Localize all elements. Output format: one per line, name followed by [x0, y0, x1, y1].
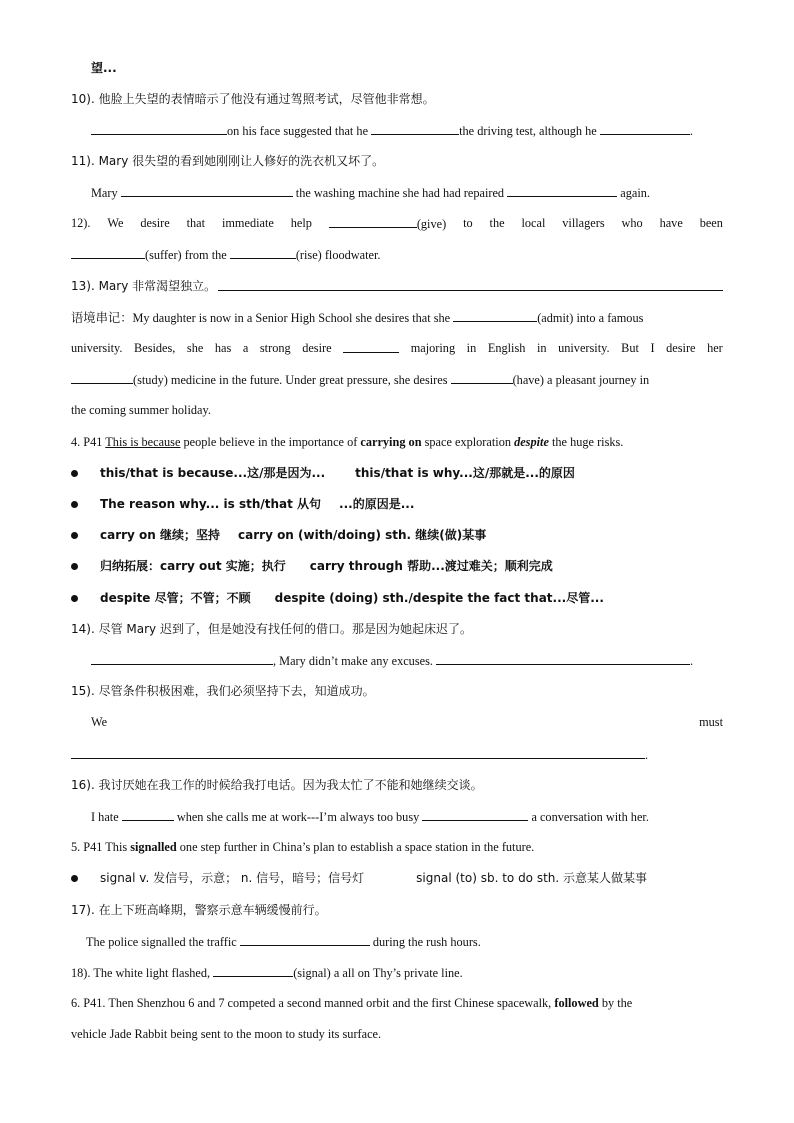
q10-sentence: on his face suggested that he the driving test, although he .: [91, 122, 723, 139]
q13-line: 13). Mary 非常渴望独立。: [71, 278, 723, 294]
answer-blank[interactable]: [71, 371, 133, 384]
answer-blank[interactable]: [371, 122, 459, 135]
section4-sentence: 4. P41 This is because people believe in the importance of carrying on space exploration despite the huge risks.: [71, 435, 624, 449]
q16-sentence: I hate when she calls me at work---I’m always too busy a conversation with her.: [91, 810, 649, 824]
answer-blank[interactable]: [71, 246, 145, 259]
answer-blank[interactable]: [422, 808, 528, 821]
bullet-item: 归纳拓展：carry out 实施；执行 carry through 帮助...渡过难关；顺利完成: [100, 559, 553, 573]
q14-sentence: , Mary didn’t make any excuses. .: [91, 652, 723, 669]
q18-sentence: 18). The white light flashed, (signal) a all on Thy’s private line.: [71, 966, 463, 980]
q11-prompt: 11). Mary 很失望的看到她刚刚让人修好的洗衣机又坏了。: [71, 154, 385, 168]
bullet-item: carry on 继续；坚持 carry on (with/doing) sth. 继续(做)某事: [100, 528, 487, 542]
q15-prompt: 15). 尽管条件积极困难，我们必须坚持下去，知道成功。: [71, 684, 375, 698]
q11-sentence: Mary the washing machine she had had repaired again.: [91, 186, 650, 200]
answer-blank[interactable]: [453, 309, 537, 322]
answer-blank[interactable]: [91, 652, 273, 665]
answer-blank[interactable]: [218, 278, 723, 291]
q12-line1: 12). We desire that immediate help (give) to the local villagers who have been: [71, 216, 723, 231]
context-line1: 语境串记：My daughter is now in a Senior High School she desires that she (admit) into a famous: [71, 311, 644, 325]
answer-blank[interactable]: [436, 652, 690, 665]
bullet-item: signal v. 发信号，示意； n. 信号，暗号；信号灯 signal (to) sb. to do sth. 示意某人做某事: [100, 871, 648, 885]
bullet-item: The reason why... is sth/that 从句 ...的原因是...: [100, 497, 415, 511]
answer-blank[interactable]: [451, 371, 513, 384]
section6-line2: vehicle Jade Rabbit being sent to the moon to study its surface.: [71, 1027, 382, 1041]
answer-blank[interactable]: [343, 340, 399, 353]
q15-sentence: We must: [91, 715, 723, 729]
q14-prompt: 14). 尽管 Mary 迟到了，但是她没有找任何的借口。那是因为她起床迟了。: [71, 622, 472, 636]
section6-line1: 6. P41. Then Shenzhou 6 and 7 competed a second manned orbit and the first Chinese spacewalk, followed by the: [71, 996, 633, 1010]
q17-prompt: 17). 在上下班高峰期，警察示意车辆缓慢前行。: [71, 903, 327, 917]
answer-blank[interactable]: [121, 184, 293, 197]
answer-blank[interactable]: [122, 808, 174, 821]
answer-blank[interactable]: [230, 246, 296, 259]
bullet-item: this/that is because...这/那是因为... this/that is why...这/那就是...的原因: [100, 466, 575, 480]
answer-blank[interactable]: [507, 184, 617, 197]
answer-blank[interactable]: [600, 122, 690, 135]
answer-blank[interactable]: [240, 933, 370, 946]
context-line3: (study) medicine in the future. Under great pressure, she desires (have) a pleasant journey in: [71, 371, 723, 388]
q10-prompt: 10). 他脸上失望的表情暗示了他没有通过驾照考试，尽管他非常想。: [71, 92, 435, 106]
answer-blank[interactable]: [329, 215, 417, 228]
section5-sentence: 5. P41 This signalled one step further in China’s plan to establish a space station in the future.: [71, 840, 535, 854]
bullet-item: despite 尽管；不管；不顾 despite (doing) sth./despite the fact that...尽管...: [100, 591, 604, 605]
context-line4: the coming summer holiday.: [71, 403, 211, 417]
context-line2: university. Besides, she has a strong desire majoring in English in university. But I desire her: [71, 341, 723, 355]
answer-blank[interactable]: [213, 964, 293, 977]
answer-blank[interactable]: [91, 122, 227, 135]
answer-blank[interactable]: [71, 746, 645, 759]
fragment-text: 望...: [91, 61, 117, 75]
q15-answer-line: .: [71, 746, 723, 763]
q17-sentence: The police signalled the traffic during the rush hours.: [86, 935, 481, 949]
q12-line2: (suffer) from the (rise) floodwater.: [71, 246, 723, 263]
q16-prompt: 16). 我讨厌她在我工作的时候给我打电话。因为我太忙了不能和她继续交谈。: [71, 778, 483, 792]
